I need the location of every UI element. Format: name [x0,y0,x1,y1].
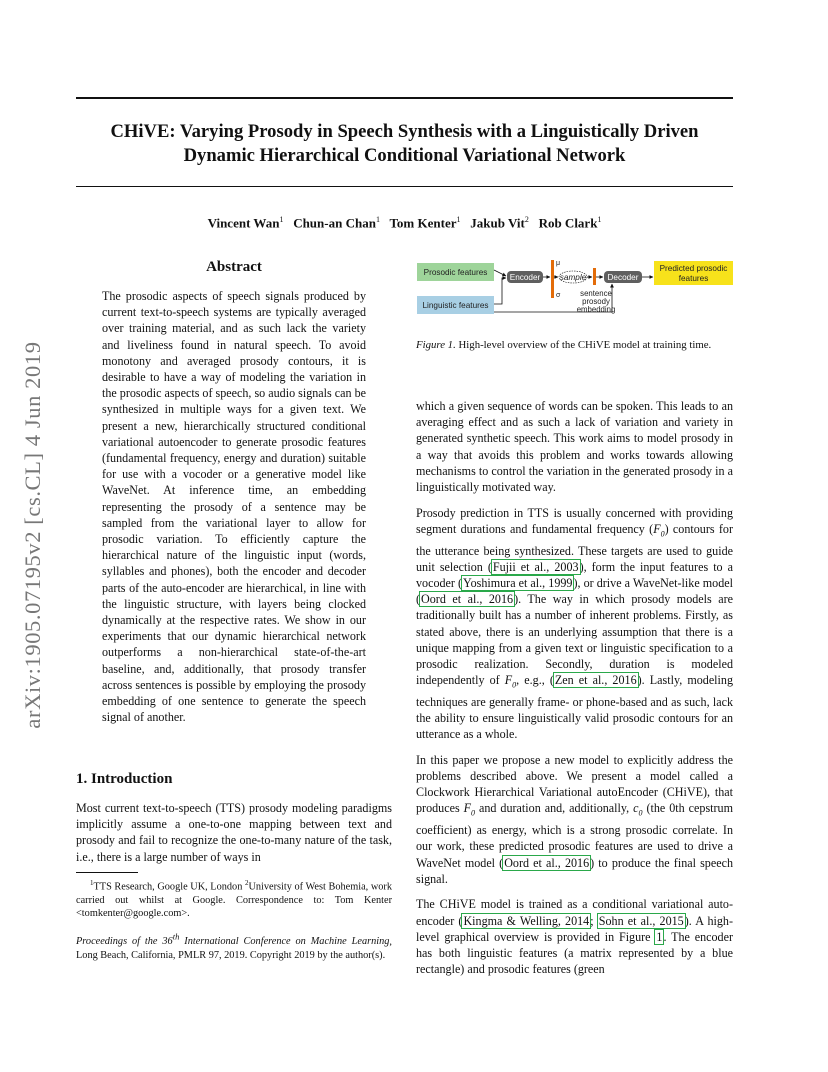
text-run: In this paper we propose a new model to explicitly address the problems described above. We present a model called a Clockwork Hierarchical Variational autoEncoder (CHiVE), that produces [416,752,733,816]
paragraph: which a given sequence of words can be spoken. This leads to an averaging effect and as such a lack of variation and variety in generated synthetic speech. This work aims to model prosody in a way that avoids this problem and works towards allowing mechanisms to control the variation in the generated prosody in a linguistically motivated way. [416,399,733,495]
math-subscript: 0 [660,529,665,539]
proceedings-venue: International Conference on Machine Learning [179,936,390,948]
proceedings-suffix: , Long Beach, California, PMLR 97, 2019. Copyright 2019 by the author(s). [76,936,392,961]
encoder-label: Encoder [509,273,541,282]
author-name: Chun-an Chan [293,215,376,231]
abstract-body [102,288,366,725]
predicted-features-label-line-2: features [678,274,709,283]
sigma-label: σ [556,292,561,299]
citation-link[interactable]: Fujii et al., 2003 [492,559,579,574]
text-run: ; [590,913,598,928]
title-top-rule [76,97,733,99]
mu-label: μ [556,260,561,267]
citation-link[interactable]: Oord et al., 2016 [421,592,514,607]
proceedings-note [76,931,392,962]
proceedings-ordinal: th [172,932,180,942]
math-subscript: 0 [512,680,517,690]
math-symbol: c [633,801,639,816]
affiliation-footnote [76,877,392,921]
math-symbol: F [653,521,661,536]
embedding-bar [593,268,596,285]
author-affiliation: 1 [279,215,284,224]
affiliation-2: University of West Bohemia, work carried out whilst at Google. Correspondence to: Tom Kenter <tomkenter@google.com>. [76,881,392,920]
abstract-text: The prosodic aspects of speech signals produced by current text-to-speech systems are typically averaged over training material, and as such lack the variety and liveliness found in natural speech. To avoid monotony and averaged prosody contours, it is desirable to have a way of modeling the variation in the prosodic aspects of speech, so audio signals can be synthesized in multiple ways for a given text. We present a new, hierarchically structured conditional variational autoencoder to generate prosodic features (fundamental frequency, energy and duration) suitable for use with a vocoder or a generative model like WaveNet. At inference time, an embedding representing the prosody of a sentence may be sampled from the variational layer to allow for prosodic variation. To efficiently capture the hierarchical nature of the linguistic input (words, syllables and phones), both the encoder and decoder parts of the auto-encoder are hierarchical, in line with the linguistic structure, with layers being clocked dynamically at the respective rates. We show in our experiments that our dynamic hierarchical network outperforms a non-hierarchical state-of-the-art baseline, and, additionally, that prosody transfer across sentences is possible by employing the prosody embedding of one sentence to generate the speech signal of another. [102,289,366,725]
author-list [76,215,733,231]
title-line-1: CHiVE: Varying Prosody in Speech Synthesis with a Linguistically Driven [110,121,699,142]
math-subscript: 0 [638,808,643,818]
embedding-label-line-2: prosody [582,297,610,306]
paragraph [416,752,733,887]
citation-link[interactable]: Zen et al., 2016 [554,673,637,688]
introduction-text: Most current text-to-speech (TTS) prosody modeling paradigms implicitly assume a one-to-one mapping between text and prosody and fail to recognize the one-to-many nature of the task, i.e., there is a large number of ways in [76,801,392,864]
author-name: Rob Clark [538,215,598,231]
proceedings-prefix: Proceedings of the 36 [76,936,173,948]
paragraph [416,505,733,743]
text-run: and duration and, additionally, [475,801,634,816]
text-run: The CHiVE model is trained as a conditional variational auto-encoder ( [416,897,733,928]
variational-layer-bar [551,260,554,298]
citation-link[interactable]: Sohn et al., 2015 [598,913,684,928]
figure-1-diagram [416,256,734,320]
math-symbol: F [504,673,513,688]
embedding-label-line-1: sentence [580,289,612,298]
prosodic-features-label: Prosodic features [423,268,488,277]
author-affiliation: 2 [524,215,529,224]
text-run: Prosody prediction in TTS is usually concerned with providing segment durations and fundamental frequency ( [416,505,733,536]
citation-link[interactable]: Yoshimura et al., 1999 [463,575,573,590]
linguistic-features-label: Linguistic features [422,301,489,310]
title-bottom-rule [76,186,733,187]
prosodic-to-encoder-arrow [494,270,506,276]
caption-text: High-level overview of the CHiVE model at training time. [455,339,712,351]
predicted-features-label-line-1: Predicted prosodic [659,264,728,273]
author-name: Jakub Vit [470,215,525,231]
section-heading-introduction: 1. Introduction [76,771,173,787]
math-symbol: F [463,801,472,816]
introduction-body [76,800,392,865]
text-run: , e.g., ( [516,673,554,688]
text-run: ) to produce the final speech signal. [416,855,733,886]
embedding-label-line-3: embedding [576,305,616,314]
text-run: ), or drive a WaveNet-like model ( [416,575,733,607]
text-run: ). A high-level graphical overview is provided in Figure [416,913,733,944]
math-subscript: 0 [471,808,476,818]
text-run: ). The way in which prosody models are traditionally built has a number of inherent problems. Firstly, as stated above, there is an underlying assumption that there is a unique mapping from a given text or linguistic specification to a prosodic realization. Secondly, duration is modeled independently of [416,592,733,688]
text-run: (the 0th cepstrum coefficient) as energy, which is a strong prosodic correlate. In our work, these predicted prosodic features are used to drive a WaveNet model ( [416,801,734,870]
author-name: Tom Kenter [389,215,457,231]
sample-label: sample [559,273,587,282]
citation-link[interactable]: Kingma & Welling, 2014 [463,913,590,928]
arxiv-stamp-text: arXiv:1905.07195v2 [cs.CL] 4 Jun 2019 [20,341,45,729]
author-affiliation: 1 [375,215,380,224]
text-run: ). Lastly, modeling techniques are generally frame- or phone-based and as such, lack the ability to ensure linguistically valid prosodic contours for an utterance as a whole. [416,673,733,742]
text-run: ), form the input features to a vocoder ( [416,559,734,590]
footnote-mark: 1 [90,879,94,887]
figure-reference-link[interactable]: 1 [656,929,663,944]
right-column-body [416,398,733,987]
arxiv-stamp [18,300,48,770]
author-name: Vincent Wan [207,215,280,231]
text-run: . The encoder has both linguistic features (a matrix represented by a blue rectangle) and prosodic features (green [416,929,733,977]
footnote-mark: 2 [244,879,249,887]
decoder-label: Decoder [607,273,639,282]
figure-1-caption [416,338,733,353]
author-affiliation: 1 [597,215,602,224]
footnote-rule [76,872,138,873]
paragraph [416,896,733,977]
paper-title [76,120,733,168]
text-run: ) contours for the utterance being synthesized. These targets are used to guide unit selection ( [416,521,733,574]
linguistic-to-encoder-arrow [494,278,506,304]
citation-link[interactable]: Oord et al., 2016 [504,855,590,870]
affiliation-1: TTS Research, Google UK, London [93,881,243,893]
caption-label: Figure 1. [416,339,456,351]
author-affiliation: 1 [456,215,461,224]
abstract-heading: Abstract [206,259,262,275]
title-line-2: Dynamic Hierarchical Conditional Variational Network [183,145,626,166]
